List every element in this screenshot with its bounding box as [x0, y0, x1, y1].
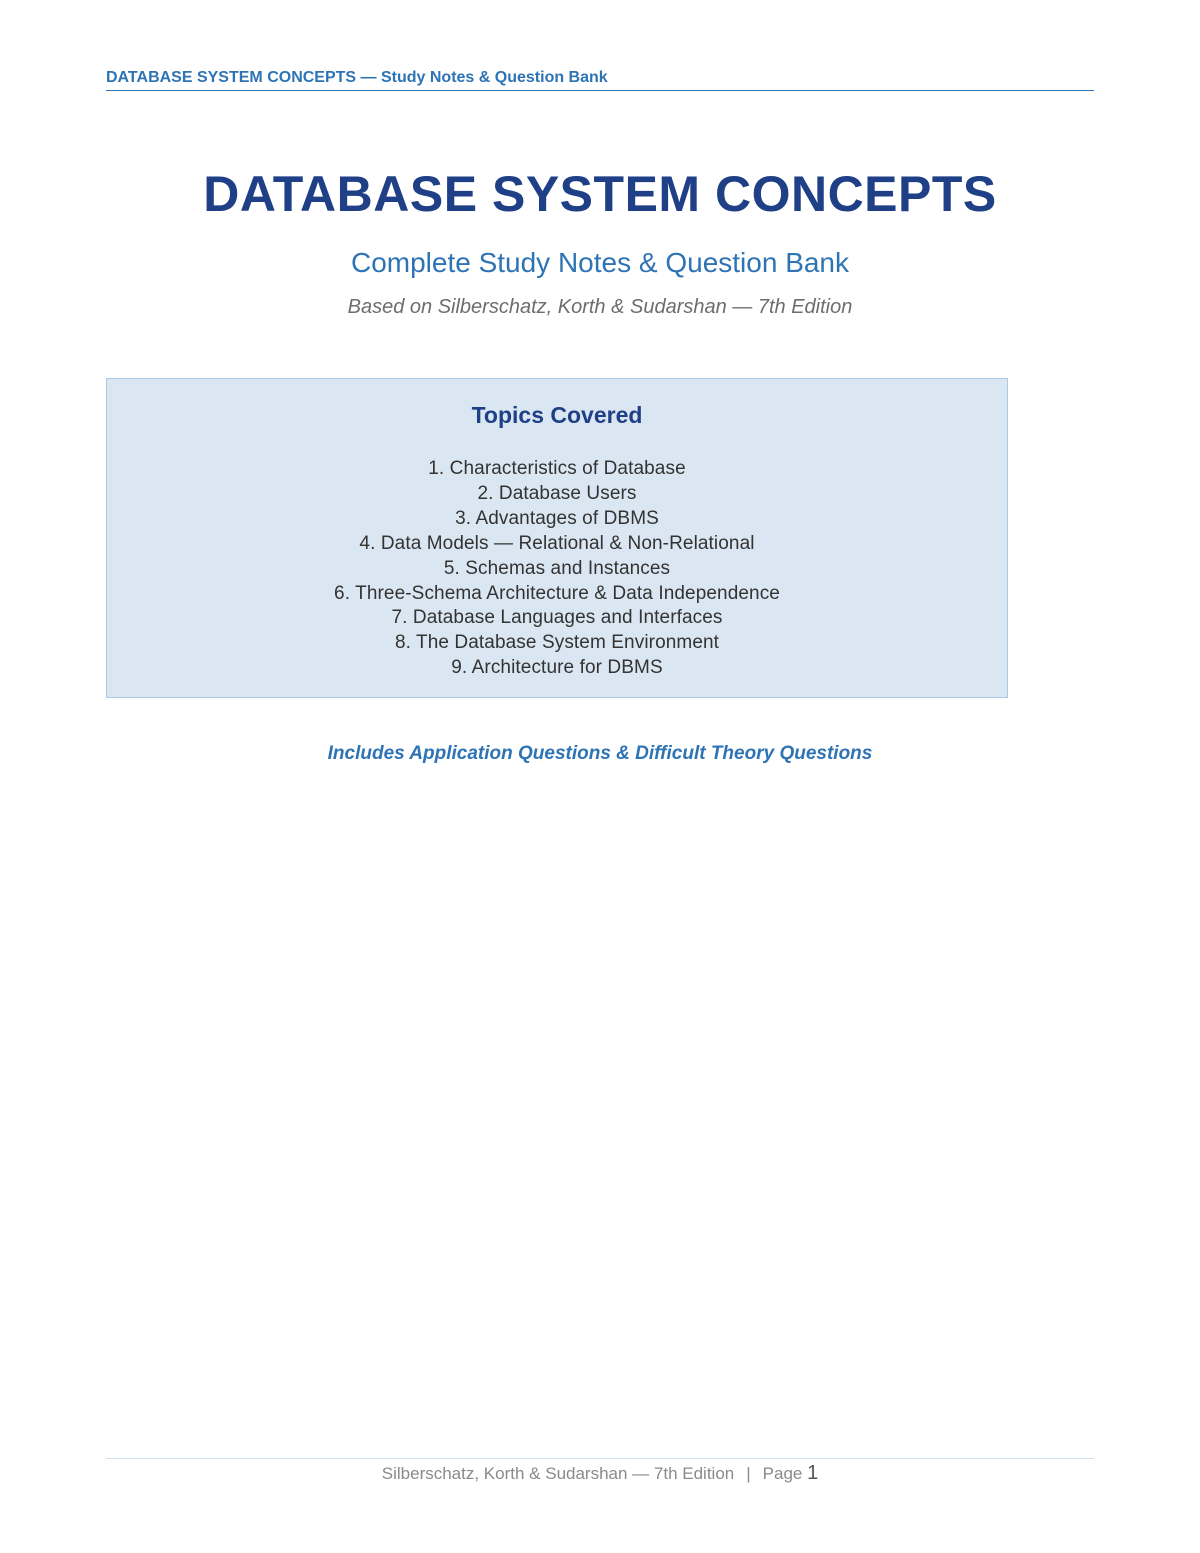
- topics-list: [107, 457, 1007, 681]
- topic-item: 5. Schemas and Instances: [443, 557, 671, 579]
- topic-item: 9. Architecture for DBMS: [451, 657, 663, 679]
- topic-item: 1. Characteristics of Database: [428, 458, 686, 479]
- footer-page-number: 1: [807, 1462, 819, 1484]
- topic-item: 6. Three-Schema Architecture & Data Independence: [334, 582, 780, 604]
- document-byline: Based on Silberschatz, Korth & Sudarshan — 7th Edition: [347, 296, 853, 318]
- document-title: DATABASE SYSTEM CONCEPTS: [203, 166, 997, 222]
- running-header: [106, 66, 1094, 91]
- page-footer: [0, 1461, 1200, 1486]
- document-subtitle: Complete Study Notes & Question Bank: [350, 247, 850, 278]
- footer-source: Silberschatz, Korth & Sudarshan — 7th Edition: [381, 1464, 735, 1483]
- footer-divider: [106, 1458, 1094, 1459]
- topic-item: 7. Database Languages and Interfaces: [391, 607, 723, 629]
- running-header-text: DATABASE SYSTEM CONCEPTS — Study Notes & Question Bank: [106, 69, 608, 86]
- topic-item: 8. The Database System Environment: [394, 632, 720, 654]
- topics-covered-box: [106, 378, 1008, 698]
- topic-item: 3. Advantages of DBMS: [455, 507, 659, 529]
- footer-page-label: Page: [762, 1464, 803, 1483]
- topic-item: 4. Data Models — Relational & Non-Relational: [359, 532, 755, 554]
- topic-item: 2. Database Users: [477, 482, 637, 504]
- includes-note: Includes Application Questions & Difficult Theory Questions: [327, 743, 873, 764]
- topics-heading: Topics Covered: [471, 402, 643, 428]
- footer-separator: |: [746, 1464, 751, 1483]
